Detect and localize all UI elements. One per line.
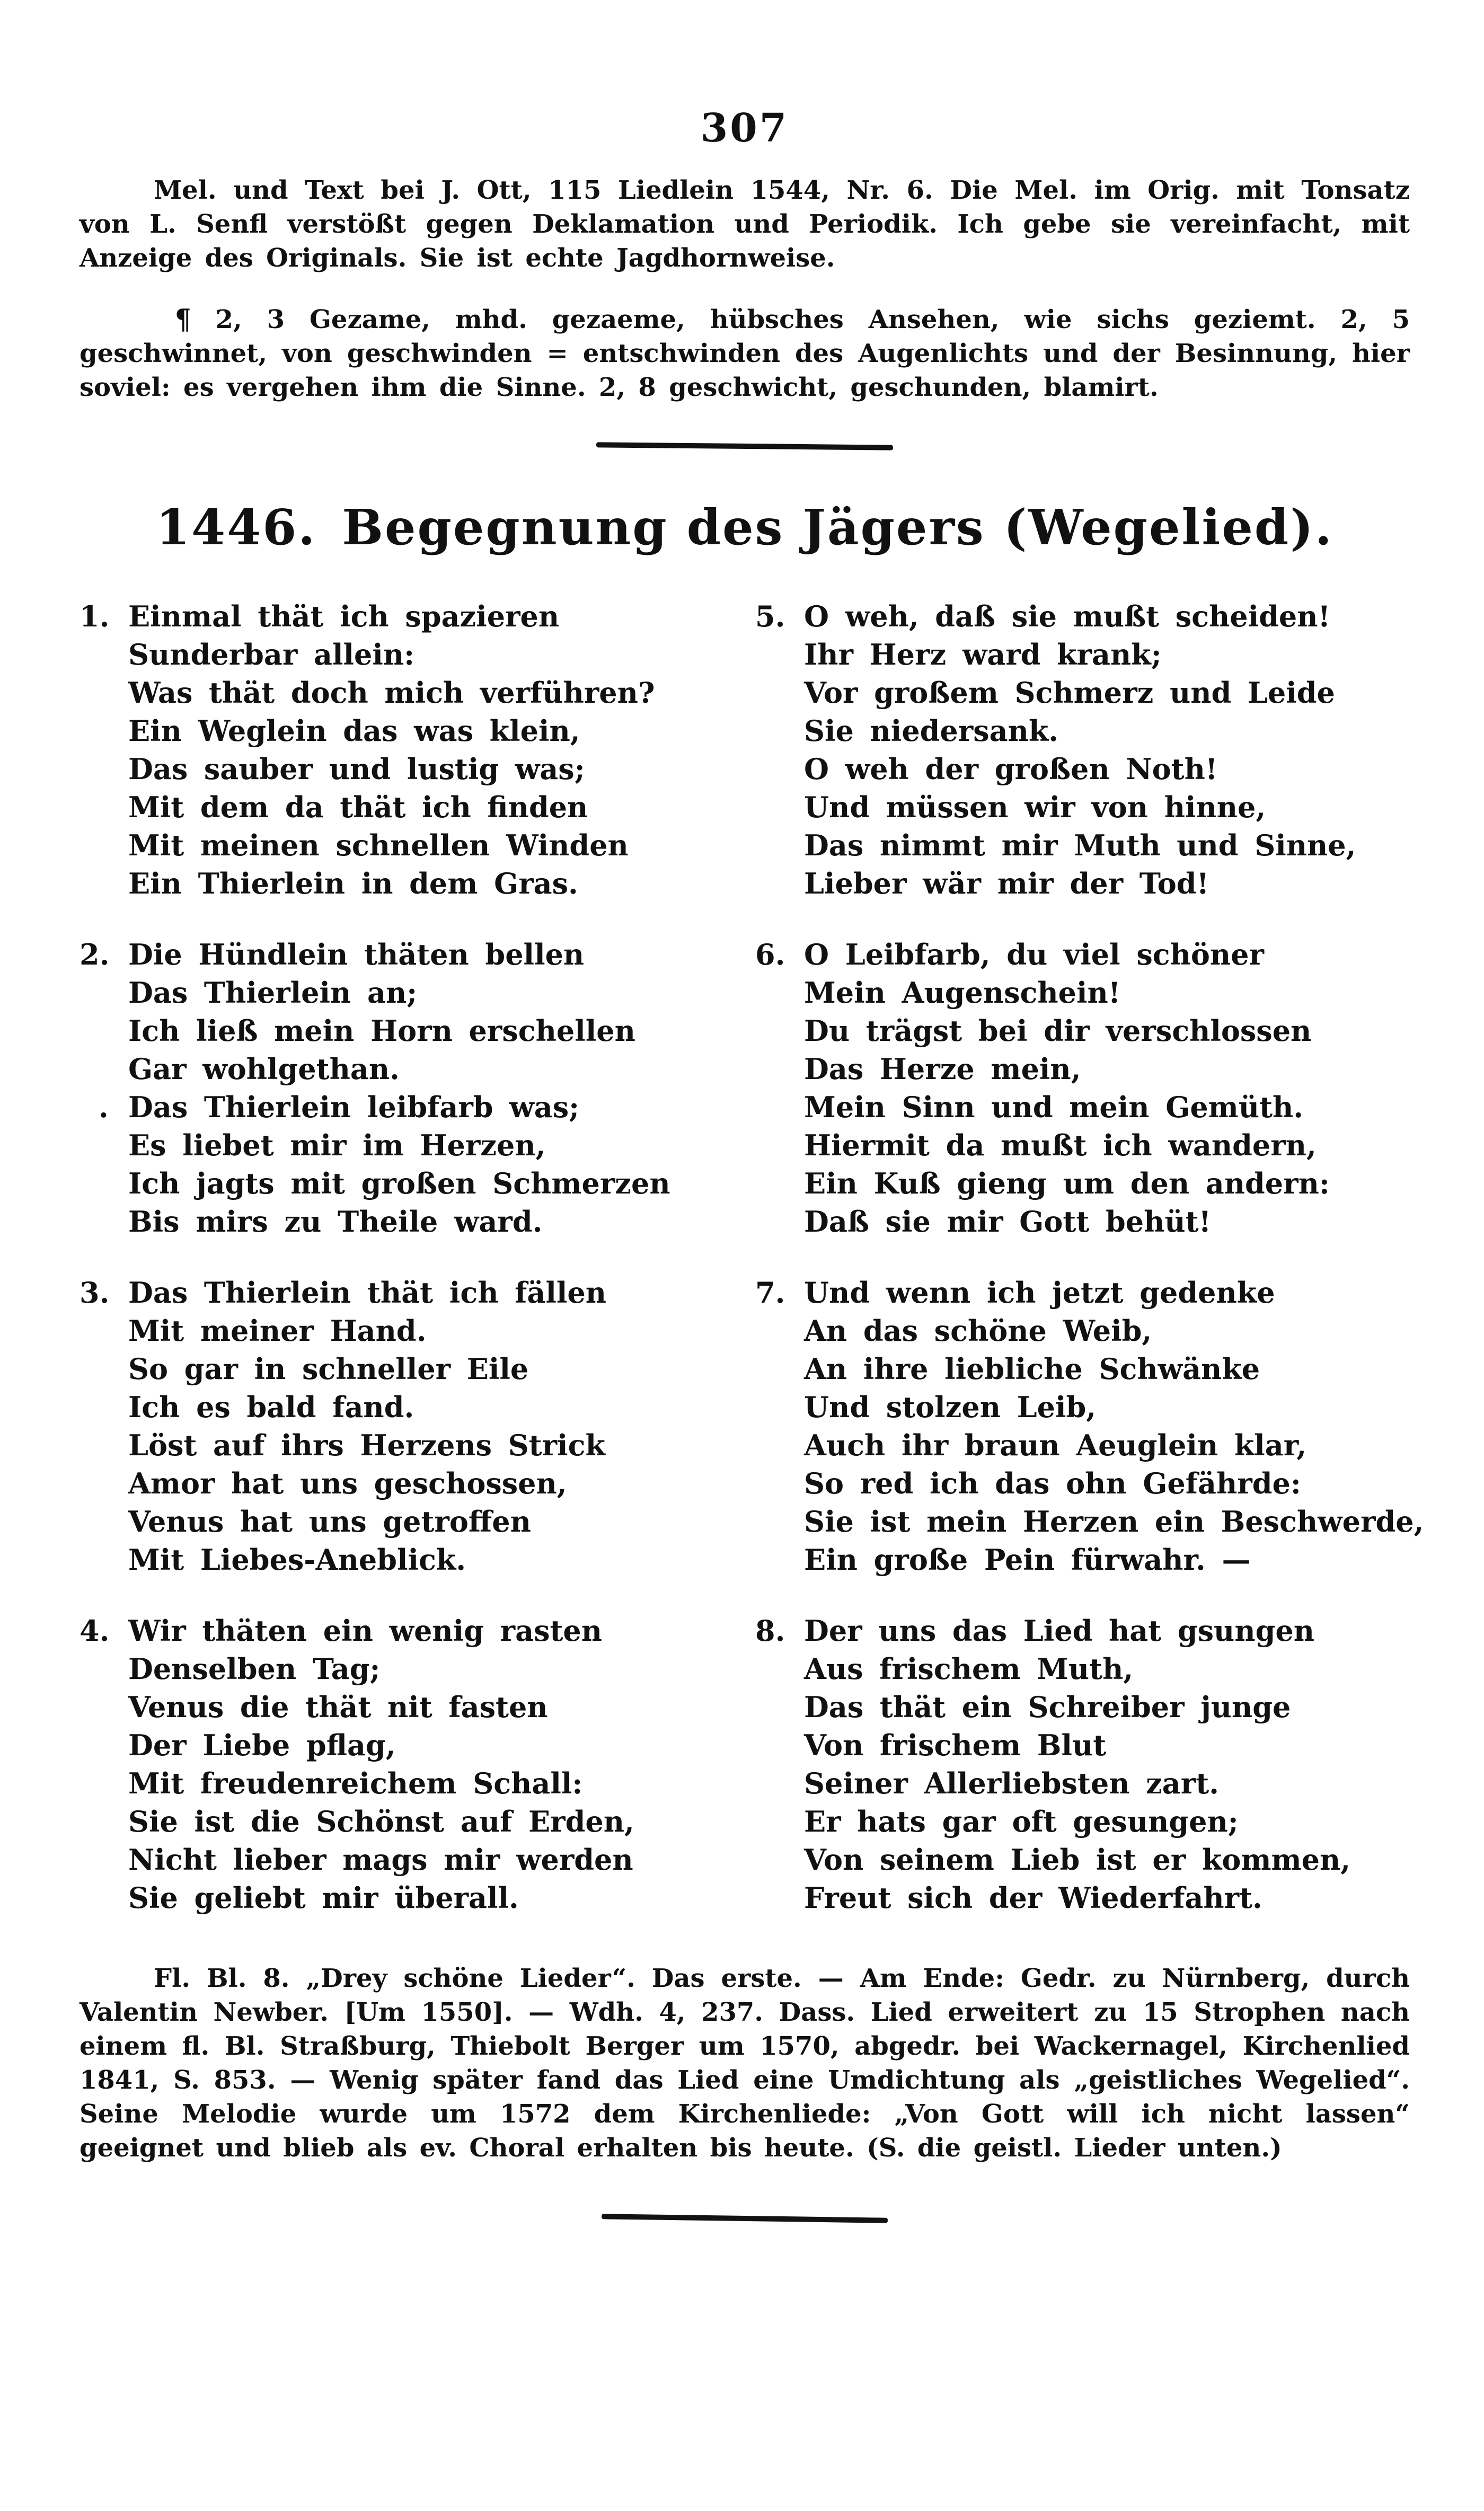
verse-line: Ein Thierlein in dem Gras. (128, 867, 578, 900)
verse-line: Und müssen wir von hinne, (804, 790, 1266, 824)
verse-line: Und wenn ich jetzt gedenke (804, 1276, 1275, 1310)
verse-line: Sie ist die Schönst auf Erden, (128, 1805, 634, 1838)
pilcrow-icon: ¶ (175, 303, 191, 336)
stanza-number: 7. (755, 1276, 785, 1310)
verse-line: So gar in schneller Eile (128, 1352, 529, 1386)
verse-line: Das thät ein Schreiber junge (804, 1690, 1291, 1724)
verse-line: Denselben Tag; (128, 1652, 381, 1686)
poem-column-left (80, 597, 734, 1950)
verse-line: Mit meinen schnellen Winden (128, 828, 629, 862)
verse-line: Von frischem Blut (804, 1728, 1107, 1762)
glossary-note (80, 303, 1410, 404)
song-number: 1446. (156, 499, 317, 556)
verse-line: Löst auf ihrs Herzens Strick (128, 1428, 605, 1462)
verse-line: Bis mirs zu Theile ward. (128, 1205, 543, 1239)
verse-line: Ihr Herz ward krank; (804, 638, 1162, 671)
verse-line: Vor großem Schmerz und Leide (804, 676, 1335, 710)
stanza (755, 935, 1410, 1241)
stanza-number: 4. (80, 1614, 110, 1648)
stanza (755, 1274, 1424, 1579)
verse-line: Venus die thät nit fasten (128, 1690, 548, 1724)
book-page (0, 105, 1484, 2511)
stanza (755, 1612, 1410, 1917)
section-divider-bottom (602, 2214, 888, 2223)
verse-line: So red ich das ohn Gefährde: (804, 1466, 1301, 1500)
source-note: Mel. und Text bei J. Ott, 115 Liedlein 1544, Nr. 6. Die Mel. im Orig. mit Tonsatz von L. Senfl verstößt gegen Deklamation und Periodik. Ich gebe sie vereinfacht, mit Anzeige des Originals. Sie ist echte Jagdhornweise. (80, 175, 1410, 273)
page-number: 307 (700, 105, 789, 151)
verse-line: Aus frischem Muth, (804, 1652, 1134, 1686)
glossary-note-text: 2, 3 Gezame, mhd. gezaeme, hübsches Ansehen, wie sichs geziemt. 2, 5 geschwinnet, von geschwinden = entschwinden des Augenlichts und der Besinnung, hier soviel: es vergehen ihm die Sinne. 2, 8 geschwicht, geschunden, blamirt. (80, 305, 1410, 402)
verse-line: Ich ließ mein Horn erschellen (128, 1014, 635, 1048)
section-divider-top (596, 442, 893, 450)
verse-line: Sunderbar allein: (128, 638, 415, 671)
verse-line: O weh, daß sie mußt scheiden! (804, 599, 1331, 633)
verse-line: Mit freudenreichem Schall: (128, 1766, 583, 1800)
stanza-number: 1. (80, 599, 110, 633)
verse-line: Das Herze mein, (804, 1052, 1081, 1086)
stanza (80, 1612, 734, 1917)
song-title (80, 499, 1410, 556)
verse-line: Ein große Pein fürwahr. — (804, 1543, 1251, 1577)
verse-line: Freut sich der Wiederfahrt. (804, 1881, 1262, 1915)
verse-line: Sie geliebt mir überall. (128, 1881, 519, 1915)
verse-line: Ich es bald fand. (128, 1390, 414, 1424)
verse-line: Auch ihr braun Aeuglein klar, (804, 1428, 1307, 1462)
poem-columns (80, 597, 1424, 1950)
verse-line: Das sauber und lustig was; (128, 752, 585, 786)
verse-line: Das nimmt mir Muth und Sinne, (804, 828, 1356, 862)
verse-line: Mit meiner Hand. (128, 1314, 427, 1348)
verse-line: Es liebet mir im Herzen, (128, 1128, 546, 1162)
stanza-number: 5. (755, 599, 785, 633)
stanza (755, 597, 1410, 903)
verse-line: Ein Kuß gieng um den andern: (804, 1166, 1330, 1200)
verse-line: An ihre liebliche Schwänke (804, 1352, 1260, 1386)
verse-line: Ich jagts mit großen Schmerzen (128, 1166, 670, 1200)
verse-line: Die Hündlein thäten bellen (128, 938, 585, 971)
verse-line: Das Thierlein leibfarb was; (128, 1090, 580, 1124)
verse-line: Hiermit da mußt ich wandern, (804, 1128, 1317, 1162)
verse-line: Von seinem Lieb ist er kommen, (804, 1843, 1351, 1877)
verse-line: Was thät doch mich verführen? (128, 676, 655, 710)
stanza-number: 8. (755, 1614, 785, 1648)
verse-line: O Leibfarb, du viel schöner (804, 938, 1264, 971)
stanza-number: 6. (755, 938, 785, 971)
verse-line: Der uns das Lied hat gsungen (804, 1614, 1314, 1648)
verse-line: Er hats gar oft gesungen; (804, 1805, 1239, 1838)
verse-line: Du trägst bei dir verschlossen (804, 1014, 1312, 1048)
footnote: Fl. Bl. 8. „Drey schöne Lieder“. Das erste. — Am Ende: Gedr. zu Nürnberg, durch Valentin Newber. [Um 1550]. — Wdh. 4, 237. Dass. Lied erweitert zu 15 Strophen nach einem fl. Bl. Straßburg, Thiebolt Berger um 1570, abgedr. bei Wackernagel, Kirchenlied 1841, S. 853. — Wenig später fand das Lied eine Umdichtung als „geistliches Wegelied“. Seine Melodie wurde um 1572 dem Kirchenliede: „Von Gott will ich nicht lassen“ geeignet und blieb als ev. Choral erhalten bis heute. (S. die geistl. Lieder unten.) (80, 1964, 1410, 2163)
verse-line: Seiner Allerliebsten zart. (804, 1766, 1219, 1800)
verse-line: Und stolzen Leib, (804, 1390, 1097, 1424)
stanza (80, 1274, 734, 1579)
poem-column-right (755, 597, 1424, 1950)
verse-line: Mein Augenschein! (804, 976, 1121, 1010)
verse-line: Amor hat uns geschossen, (128, 1466, 567, 1500)
verse-line: Mit dem da thät ich finden (128, 790, 588, 824)
stanza-number: 3. (80, 1276, 110, 1310)
verse-line: Das Thierlein thät ich fällen (128, 1276, 607, 1310)
song-title-text: Begegnung des Jägers (Wegelied). (342, 499, 1333, 556)
verse-line: Gar wohlgethan. (128, 1052, 400, 1086)
verse-line: Mein Sinn und mein Gemüth. (804, 1090, 1304, 1124)
gutter-mark: . (99, 1090, 109, 1124)
verse-line: Das Thierlein an; (128, 976, 418, 1010)
verse-line: Der Liebe pflag, (128, 1728, 396, 1762)
verse-line: Ein Weglein das was klein, (128, 714, 580, 748)
verse-line: Einmal thät ich spazieren (128, 599, 560, 633)
verse-line: Sie niedersank. (804, 714, 1059, 748)
verse-line: Nicht lieber mags mir werden (128, 1843, 633, 1877)
verse-line: O weh der großen Noth! (804, 752, 1218, 786)
verse-line: Mit Liebes-Aneblick. (128, 1543, 466, 1577)
stanza (80, 935, 734, 1241)
verse-line: Sie ist mein Herzen ein Beschwerde, (804, 1505, 1424, 1539)
stanza (80, 597, 734, 903)
verse-line: Wir thäten ein wenig rasten (128, 1614, 603, 1648)
verse-line: Lieber wär mir der Tod! (804, 867, 1209, 900)
verse-line: Venus hat uns getroffen (128, 1505, 531, 1539)
stanza-number: 2. (80, 938, 110, 971)
verse-line: Daß sie mir Gott behüt! (804, 1205, 1212, 1239)
verse-line: An das schöne Weib, (804, 1314, 1152, 1348)
